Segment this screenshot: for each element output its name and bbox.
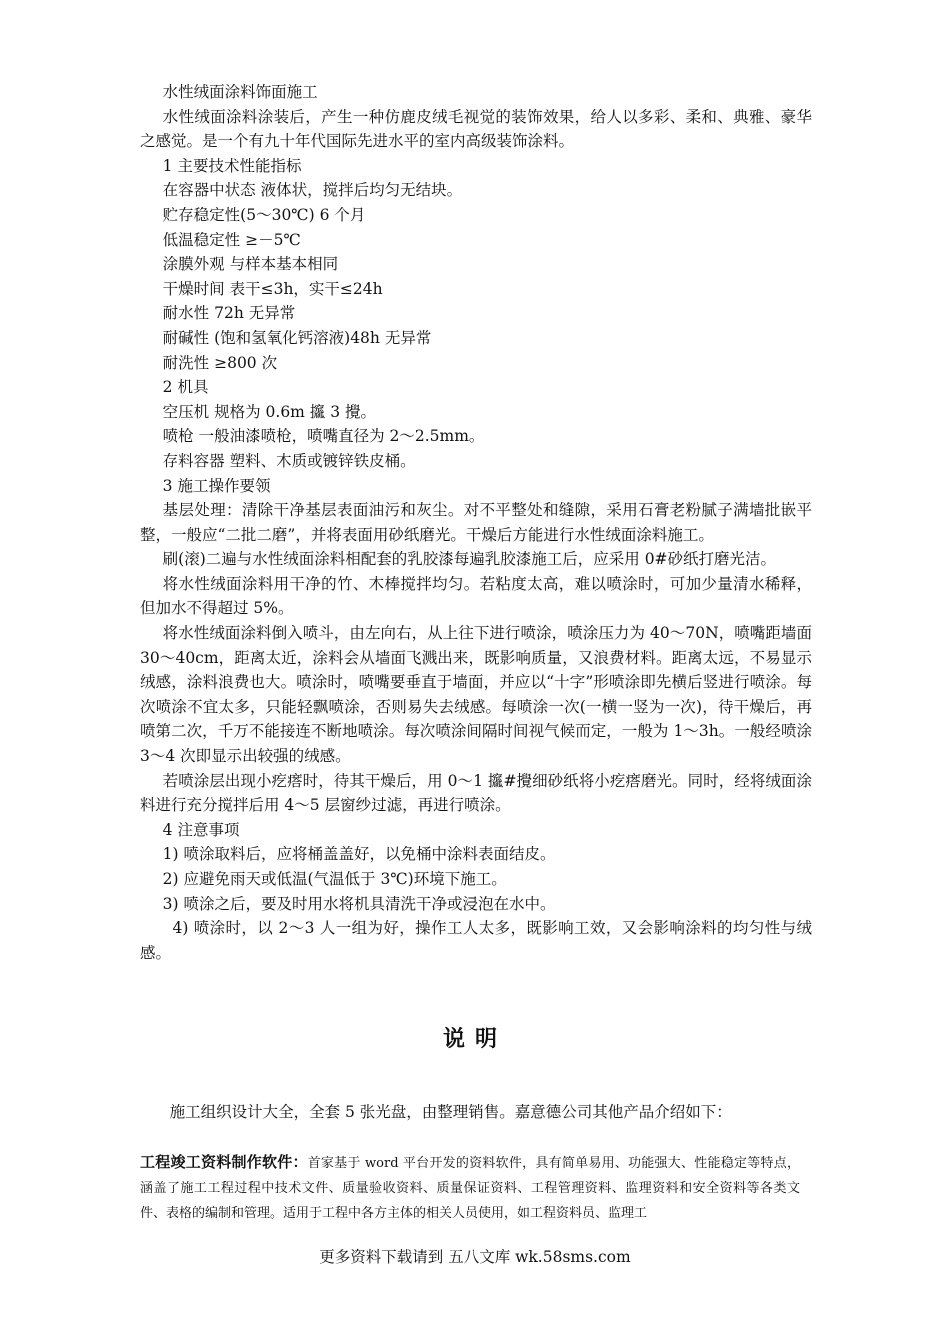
body-paragraph: 贮存稳定性(5～30℃) 6 个月 [162, 205, 366, 224]
body-paragraph: 刷(滚)二遍与水性绒面涂料相配套的乳胶漆每遍乳胶漆施工后，应采用 0#砂纸打磨光洁。 [162, 550, 777, 569]
body-paragraph: 将水性绒面涂料用干净的竹、木棒搅拌均匀。若粘度太高，难以喷涂时，可加少量清水稀释，但加水不得超过 5%。 [140, 574, 812, 618]
body-paragraph: 水性绒面涂料饰面施工 [162, 83, 318, 101]
body-paragraph: 1) 喷涂取料后，应将桶盖盖好，以免桶中涂料表面结皮。 [162, 845, 556, 864]
body-paragraph: 在容器中状态 液体状，搅拌后均匀无结块。 [162, 181, 463, 200]
body-paragraph: 空压机 规格为 0.6m 攨 3 攪。 [162, 402, 377, 421]
body-paragraph: 若喷涂层出现小疙瘩时，待其干燥后，用 0～1 攨#攪细砂纸将小疙瘩磨光。同时，经将绒面涂料进行充分搅拌后用 4～5 层窗纱过滤，再进行喷涂。 [140, 771, 812, 815]
body-paragraph: 2 机具 [162, 378, 209, 397]
product-description [140, 1150, 800, 1226]
body-paragraph: 涂膜外观 与样本基本相同 [162, 255, 339, 274]
document-body [140, 80, 812, 965]
body-paragraph: 3) 喷涂之后，要及时用水将机具清洗干净或浸泡在水中。 [162, 894, 556, 913]
body-paragraph: 干燥时间 表干≤3h，实干≤24h [162, 279, 383, 298]
notice-title: 说明 [442, 1026, 507, 1052]
notice-intro: 施工组织设计大全，全套 5 张光盘，由整理销售。嘉意德公司其他产品介绍如下： [169, 1103, 732, 1121]
body-paragraph: 基层处理：清除干净基层表面油污和灰尘。对不平整处和缝隙，采用石膏老粉腻子满墙批嵌平整，一般应“二批二磨”，并将表面用砂纸磨光。干燥后方能进行水性绒面涂料施工。 [140, 501, 812, 544]
body-paragraph: 3 施工操作要领 [162, 476, 271, 495]
body-paragraph: 2) 应避免雨天或低温(气温低于 3℃)环境下施工。 [162, 870, 507, 888]
body-paragraph: 水性绒面涂料涂装后，产生一种仿鹿皮绒毛视觉的装饰效果，给人以多彩、柔和、典雅、豪华之感觉。是一个有九十年代国际先进水平的室内高级装饰涂料。 [140, 107, 812, 151]
product-desc: 首家基于 word 平台开发的资料软件，具有简单易用、功能强大、性能稳定等特点，涵盖了施工工程过程中技术文件、质量验收资料、质量保证资料、工程管理资料、监理资料和安全资料等各类文件、表格的编制和管理。适用于工程中各方主体的相关人员使用，如工程资料员、监理工 [140, 1156, 800, 1221]
body-paragraph: 耐水性 72h 无异常 [162, 304, 296, 323]
body-paragraph: 耐洗性 ≥800 次 [162, 353, 278, 372]
download-footer: 更多资料下载请到 五八文库 wk.58sms.com [319, 1248, 631, 1266]
body-paragraph: 喷枪 一般油漆喷枪，喷嘴直径为 2～2.5mm。 [162, 427, 485, 446]
body-paragraph: 1 主要技术性能指标 [162, 156, 302, 175]
body-paragraph: 低温稳定性 ≥－5℃ [162, 230, 301, 249]
body-paragraph: 将水性绒面涂料倒入喷斗，由左向右，从上往下进行喷涂，喷涂压力为 40～70N，喷嘴距墙面 30～40cm，距离太近，涂料会从墙面飞溅出来，既影响质量，又浪费材料。距离太远，不易显示绒感，涂料浪费也大。喷涂时，喷嘴要垂直于墙面，并应以“十字”形喷涂即先横后竖进行喷涂。每次喷涂不宜太多，只能轻飘喷涂，否则易失去绒感。每喷涂一次(一横一竖为一次)，待干燥后，再喷第二次，千万不能接连不断地喷涂。每次喷涂间隔时间视气候而定，一般为 1～3h。一般经喷涂 3～4 次即显示出较强的绒感。 [140, 624, 812, 766]
body-paragraph: 耐碱性 (饱和氢氧化钙溶液)48h 无异常 [162, 328, 432, 347]
body-paragraph: 4) 喷涂时，以 2～3 人一组为好，操作工人太多，既影响工效，又会影响涂料的均匀性与绒感。 [140, 919, 812, 962]
product-name: 工程竣工资料制作软件： [140, 1153, 308, 1171]
body-paragraph: 存料容器 塑料、木质或镀锌铁皮桶。 [162, 451, 416, 470]
body-paragraph: 4 注意事项 [162, 820, 240, 839]
